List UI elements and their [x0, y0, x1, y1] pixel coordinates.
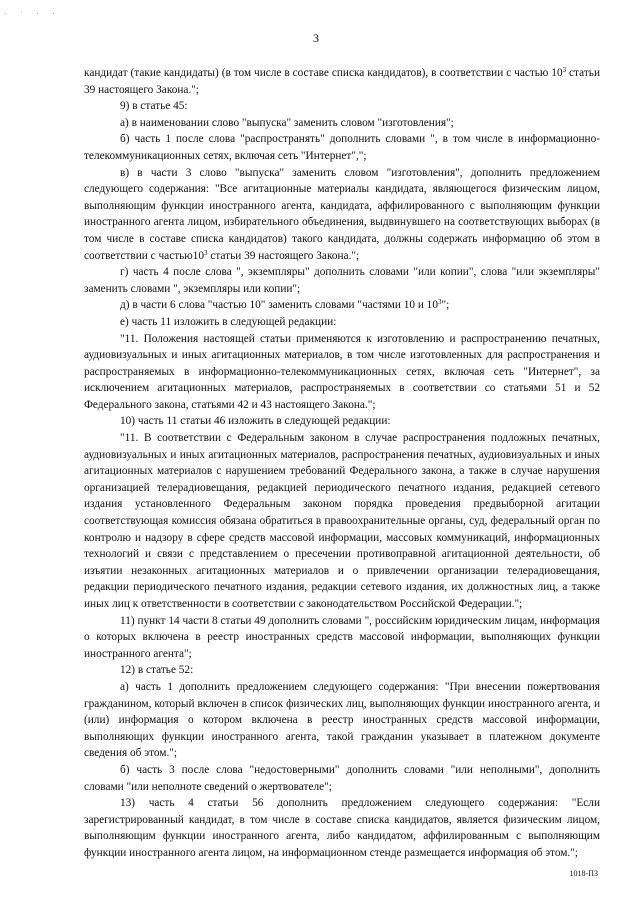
paragraph-p01: [84, 65, 600, 98]
superscript: 3: [204, 248, 208, 257]
paragraph-p11: [84, 430, 600, 613]
text-run: в) в части 3 слово "выпуска" заменить словом "изготовления", дополнить предложением следующего содержания: "Все агитационные материалы кандидата, являющегося физическим лицом, выполняющим функции иностранного агента, кандидата, аффилированного с выполняющим функции иностранного агента лицом, избирательного объединения, выдвинувшего на соответствующих выборах (в том числе в составе списка кандидатов) такого кандидата, должны содержать информацию об этом в соответствии с частью10: [84, 166, 600, 262]
document-body: [84, 65, 600, 862]
text-run: статьи 39 настоящего Закона.";: [207, 249, 360, 262]
scan-artifact: · ˈ · ·: [4, 10, 61, 18]
superscript: 3: [562, 66, 567, 74]
text-run: а) часть 1 дополнить предложением следующего содержания: "При внесении пожертвования гражданином, который включен в список физических лиц, выполняющих функции иностранного агента, и (или) информация о котором включена в реестр иностранных средств массовой информации, выполняющих функции иностранного агента, такой гражданин указывает в платежном документе сведения об этом.";: [84, 680, 600, 760]
page-number: 3: [313, 31, 319, 45]
text-run: "11. В соответствии с Федеральным законом в случае распространения подложных печатных, аудиовизуальных и иных агитационных материалов, распространения печатных, аудиовизуальных и иных агитационных материалов с нарушением требований Федерального закона, а также в случае нарушения организацией телерадиовещания, редакцией периодического печатного издания, редакцией сетевого издания установленного Федеральным законом порядка проведения предвыборной агитации соответствующая комиссия обязана обратиться в правоохранительные органы, суд, федеральный орган по контролю и надзору в сфере средств массовой информации, массовых коммуникаций, информационных технологий и связи с представлением о пресечении противоправной агитационной деятельности, об изъятии незаконных агитационных материалов и о привлечении организации телерадиовещания, редакции периодического печатного издания, редакции сетевого издания, их должностных лиц, а также иных лиц к ответственности в соответствии с законодательством Российской Федерации.";: [84, 432, 600, 610]
paragraph-p15: [84, 762, 600, 795]
text-run: статьи 39 настоящего Закона.";: [84, 67, 600, 96]
text-run: "11. Положения настоящей статьи применяются к изготовлению и распространению печатных, аудиовизуальных и иных агитационных материалов, в том числе изготовленных для распространения и распространяемых в информационно-телекоммуникационных сетях, включая сеть "Интернет", за исключением агитационных материалов, распространяемых в соответствии со статьями 51 и 52 Федерального закона, статьями 42 и 43 настоящего Закона.";: [84, 332, 600, 411]
paragraph-p03: [84, 115, 600, 132]
text-run: ";: [441, 299, 450, 312]
paragraph-p09: [84, 331, 600, 414]
document-code: 1018-ПЗ: [569, 869, 598, 878]
text-run: е) часть 11 изложить в следующей редакции:: [120, 315, 337, 328]
text-run: кандидат (такие кандидаты) (в том числе в составе списка кандидатов), в соответствии с частью 10: [84, 67, 563, 79]
paragraph-p07: [84, 297, 600, 314]
text-run: г) часть 4 после слова ", экземпляры" дополнить словами "или копии", слова "или экземпляры" заменить словами ", экземпляры или копии";: [84, 266, 600, 295]
paragraph-p13: [84, 662, 600, 679]
paragraph-p04: [84, 131, 600, 164]
paragraph-p05: [84, 165, 600, 265]
text-run: б) часть 3 после слова "недостоверными" дополнить словами "или неполными", дополнить словами "или неполноте сведений о жертвователе";: [84, 763, 600, 793]
text-run: 11) пункт 14 части 8 статьи 49 дополнить словами ", российским юридическим лицам, информация о которых включена в реестр иностранных средств массовой информации, выполняющих функции иностранного агента";: [84, 614, 600, 660]
text-run: 13) часть 4 статьи 56 дополнить предложением следующего содержания: "Если зарегистрированный кандидат, в том числе в составе списка кандидатов, является физическим лицом, выполняющим функции иностранного агента, либо кандидатом, аффилированным с выполняющим функции иностранного агента лицом, на информационном стенде размещается информация об этом.";: [84, 797, 600, 859]
paragraph-p16: [84, 795, 600, 861]
text-run: б) часть 1 после слова "распространять" дополнить словами ", в том числе в информационно-телекоммуникационных сетях, включая сеть "Интернет",";: [84, 133, 600, 162]
superscript: 3: [437, 298, 442, 307]
text-run: а) в наименовании слово "выпуска" заменить словом "изготовления";: [120, 116, 454, 129]
paragraph-p10: [84, 413, 600, 430]
paragraph-p02: [84, 98, 600, 115]
paragraph-p06: [84, 264, 600, 297]
text-run: 10) часть 11 статьи 46 изложить в следующей редакции:: [120, 415, 391, 428]
paragraph-p12: [84, 613, 600, 663]
text-run: д) в части 6 слова "частью 10" заменить словами "частями 10 и 10: [120, 299, 438, 312]
paragraph-p14: [84, 679, 600, 762]
text-run: 9) в статье 45:: [120, 100, 188, 113]
text-run: 12) в статье 52:: [120, 664, 194, 677]
paragraph-p08: [84, 314, 600, 331]
